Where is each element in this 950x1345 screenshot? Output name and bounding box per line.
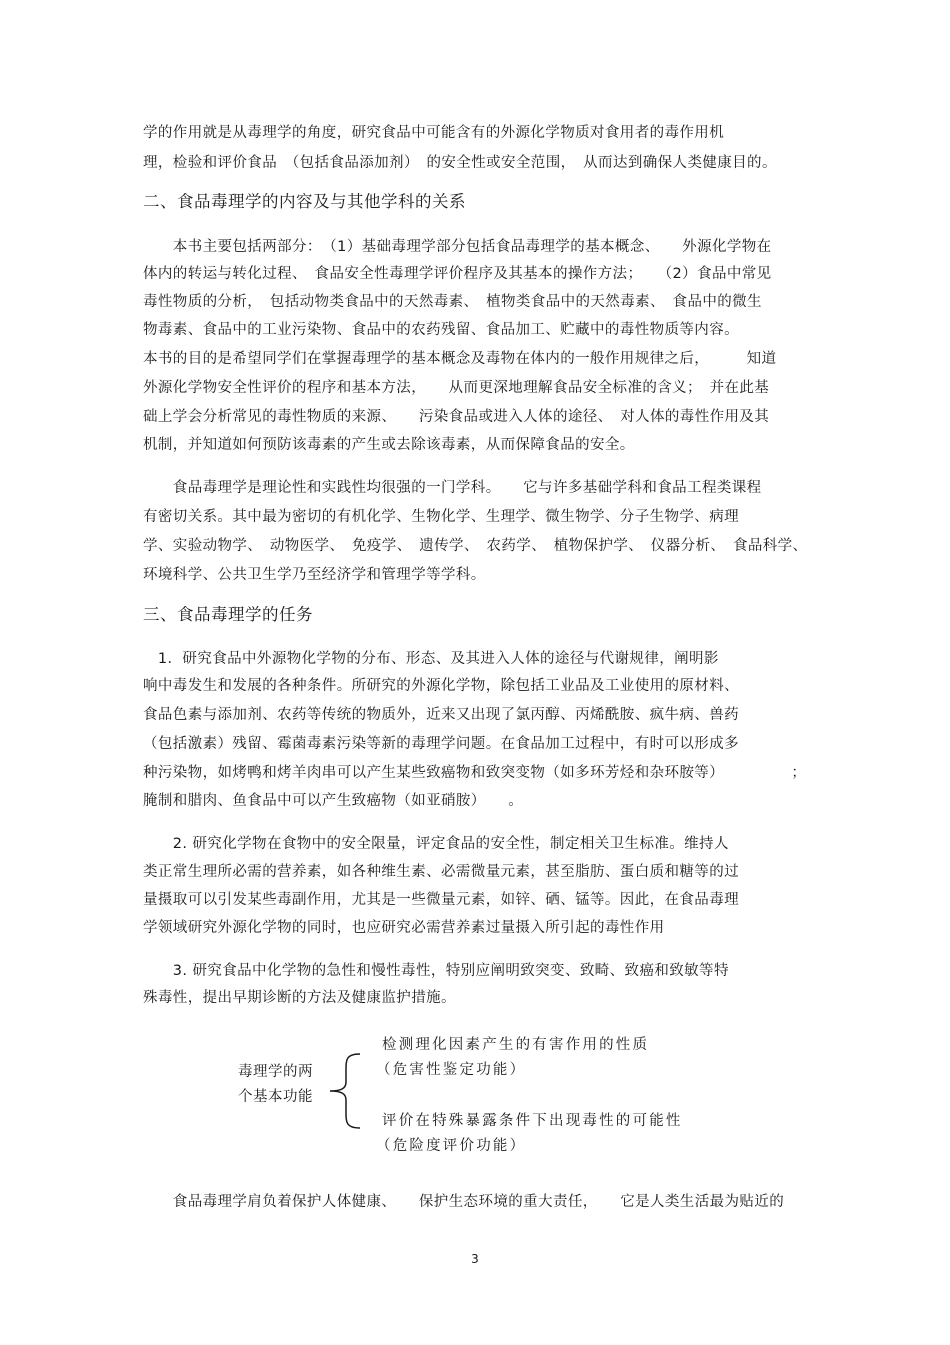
curly-brace-icon	[322, 1052, 366, 1130]
paragraph-line: 殊毒性，提出早期诊断的方法及健康监护措施。	[143, 990, 456, 1006]
paragraph-line: 外源化学物安全性评价的程序和基本方法， 从而更深地理解食品安全标准的含义； 并在此基	[143, 380, 770, 396]
paragraph-line: 腌制和腊肉、鱼食品中可以产生致癌物（如亚硝胺） 。	[143, 793, 524, 809]
intro-line: 理，检验和评价食品 （包括食品添加剂） 的安全性或安全范围， 从而达到确保人类健康目的。	[143, 155, 777, 171]
paragraph-line: 类正常生理所必需的营养素，如各种维生素、必需微量元素，甚至脂肪、蛋白质和糖等的过	[143, 864, 739, 880]
paragraph-line: 体内的转运与转化过程、 食品安全性毒理学评价程序及其基本的操作方法； （2）食品中常见	[143, 266, 772, 282]
paragraph-line: 种污染物，如烤鸭和烤羊肉串可以产生某些致癌物和致突变物（如多环芳烃和杂环胺等） ；	[143, 765, 807, 781]
paragraph-line: 3. 研究食品中化学物的急性和慢性毒性，特别应阐明致突变、致畸、致癌和致敏等特	[143, 963, 729, 979]
paragraph-line: 量摄取可以引发某些毒副作用，尤其是一些微量元素，如锌、硒、锰等。因此，在食品毒理	[143, 892, 739, 908]
paragraph-line: 响中毒发生和发展的各种条件。所研究的外源化学物，除包括工业品及工业使用的原材料、	[143, 678, 739, 694]
intro-line: 学的作用就是从毒理学的角度，研究食品中可能含有的外源化学物质对食用者的毒作用机	[143, 125, 725, 141]
diagram-item-title: 检测理化因素产生的有害作用的性质	[382, 1037, 650, 1053]
paragraph-line: 础上学会分析常见的毒性物质的来源、 污染食品或进入人体的途径、 对人体的毒性作用及其	[143, 409, 770, 425]
paragraph-line: 2. 研究化学物在食物中的安全限量，评定食品的安全性，制定相关卫生标准。维持人	[143, 836, 729, 852]
paragraph-line: 本书主要包括两部分： （1）基础毒理学部分包括食品毒理学的基本概念、 外源化学物在	[143, 239, 772, 255]
page-number: 3	[471, 1252, 479, 1266]
diagram-item-subtitle: （危害性鉴定功能）	[376, 1062, 527, 1078]
paragraph-line: 毒性物质的分析， 包括动物类食品中的天然毒素、 植物类食品中的天然毒素、 食品中的微生	[143, 294, 762, 310]
paragraph-line: 环境科学、公共卫生学乃至经济学和管理学等学科。	[143, 567, 486, 583]
paragraph-line: 机制，并知道如何预防该毒素的产生或去除该毒素，从而保障食品的安全。	[143, 437, 635, 453]
paragraph-line: 物毒素、食品中的工业污染物、食品中的农药残留、食品加工、贮藏中的毒性物质等内容。	[143, 322, 739, 338]
paragraph-line: 学领域研究外源化学物的同时，也应研究必需营养素过量摄入所引起的毒性作用	[143, 920, 665, 936]
diagram-item-title: 评价在特殊暴露条件下出现毒性的可能性	[382, 1113, 683, 1129]
section-heading: 三、食品毒理学的任务	[143, 605, 313, 624]
paragraph-line: 学、实验动物学、 动物医学、 免疫学、 遗传学、 农药学、 植物保护学、 仪器分析、 食品科学、	[143, 538, 808, 554]
paragraph-line: 食品毒理学肩负着保护人体健康、 保护生态环境的重大责任， 它是人类生活最为贴近的	[143, 1194, 785, 1210]
paragraph-line: 有密切关系。其中最为密切的有机化学、生物化学、生理学、微生物学、分子生物学、病理	[143, 509, 739, 525]
diagram-item-subtitle: （危险度评价功能）	[376, 1138, 527, 1154]
paragraph-line: 食品色素与添加剂、农药等传统的物质外，近来又出现了氯丙醇、丙烯酰胺、疯牛病、兽药	[143, 707, 739, 723]
paragraph-line: 本书的目的是希望同学们在掌握毒理学的基本概念及毒物在体内的一般作用规律之后， 知道	[143, 351, 777, 367]
paragraph-line: 食品毒理学是理论性和实践性均很强的一门学科。 它与许多基础学科和食品工程类课程	[143, 480, 762, 496]
section-heading: 二、食品毒理学的内容及与其他学科的关系	[143, 192, 466, 211]
paragraph-line: （包括激素）残留、霉菌毒素污染等新的毒理学问题。在食品加工过程中，有时可以形成多	[143, 736, 739, 752]
paragraph-line: 1．研究食品中外源物化学物的分布、形态、及其进入人体的途径与代谢规律，阐明影	[143, 651, 719, 667]
diagram-left-label: 个基本功能	[238, 1089, 313, 1105]
diagram-left-label: 毒理学的两	[238, 1064, 313, 1080]
